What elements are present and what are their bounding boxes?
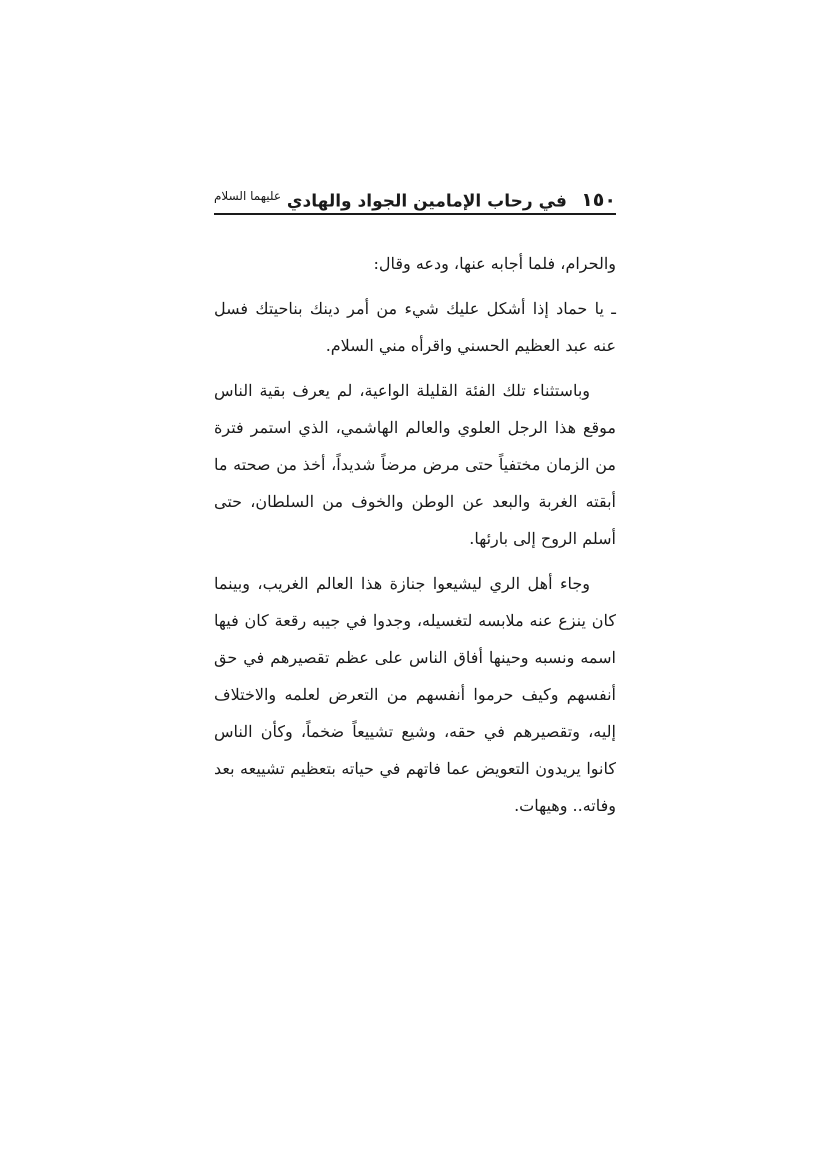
book-page [214, 185, 616, 832]
page-header [214, 185, 616, 215]
page-body [214, 245, 616, 824]
running-title-text: في رحاب الإمامين الجواد والهادي [286, 191, 567, 212]
paragraph-2: ـ يا حماد إذا أشكل عليك شيء من أمر دينك بناحيتك فسل عنه عبد العظيم الحسني واقرأه مني السلام. [214, 299, 616, 355]
paragraph-4: وجاء أهل الري ليشيعوا جنازة هذا العالم الغريب، وبينما كان ينزع عنه ملابسه لتغسيله، وجدوا في جيبه رقعة كان فيها اسمه ونسبه وحينها أفاق الناس على عظم تقصيرهم في حق أنفسهم وكيف حرموا أنفسهم من التعرض لعلمه والاختلاف إليه، وتقصيرهم في حقه، وشيع تشييعاً ضخماً، وكأن الناس كانوا يريدون التعويض عما فاتهم في حياته بتعظيم تشييعه بعد وفاته.. وهيهات. [214, 574, 616, 815]
page-number: ١٥٠ [581, 189, 616, 211]
paragraph-3: وباستثناء تلك الفئة القليلة الواعية، لم يعرف بقية الناس موقع هذا الرجل العلوي والعالم الهاشمي، الذي استمر فترة من الزمان مختفياً حتى مرض مرضاً شديداً، أخذ من صحته ما أبقته الغربة والبعد عن الوطن والخوف من السلطان، حتى أسلم الروح إلى بارئها. [214, 381, 616, 548]
paragraph-1: والحرام، فلما أجابه عنها، ودعه وقال: [373, 254, 616, 273]
honorific-mark: عليهما السلام [214, 189, 281, 203]
running-title [214, 189, 567, 212]
